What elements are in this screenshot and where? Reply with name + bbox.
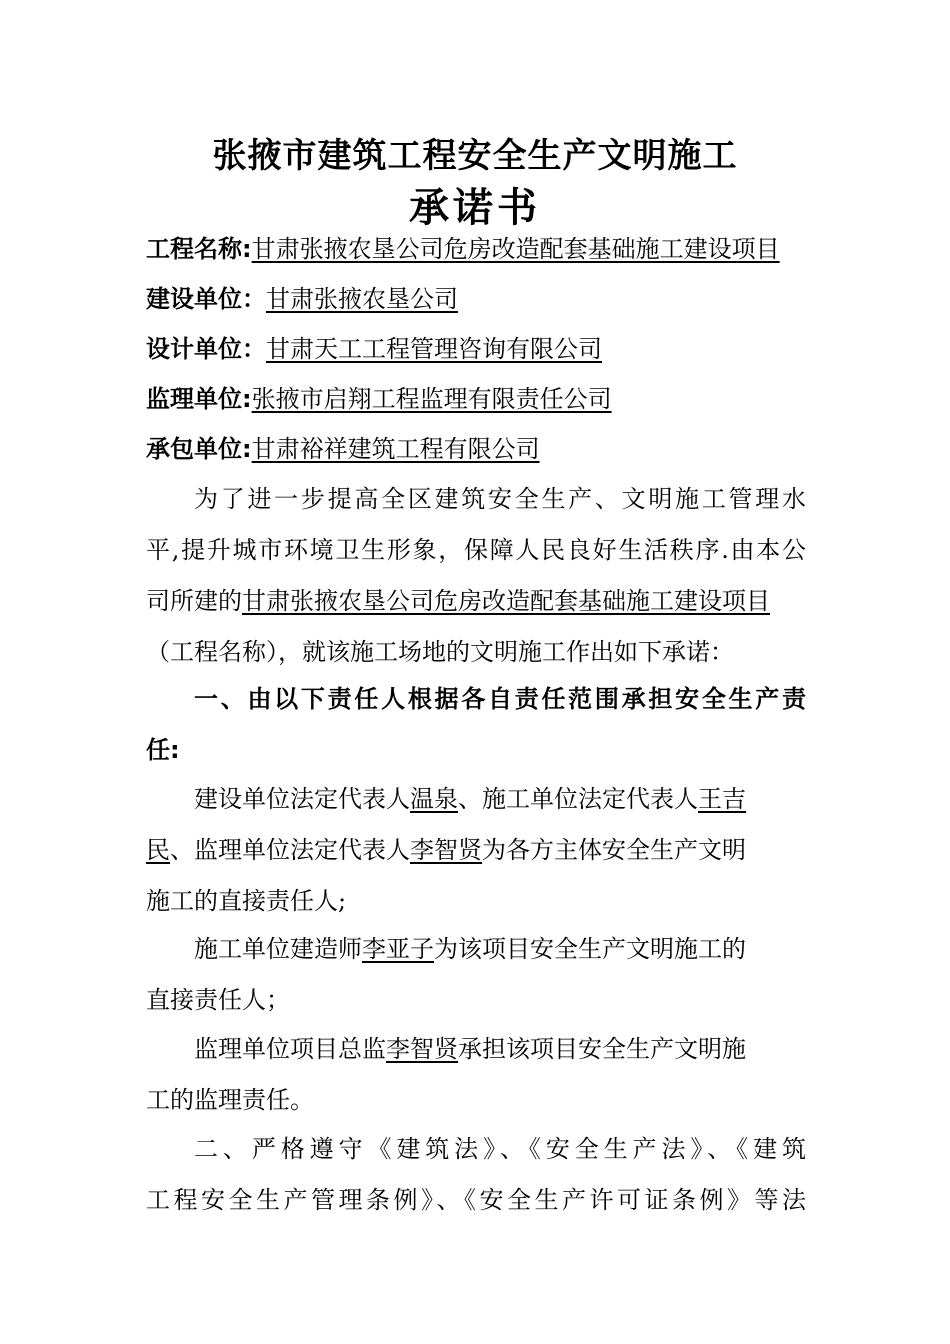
para-line (146, 833, 806, 867)
para-text: 建设单位法定代表人 (194, 785, 410, 813)
info-row-project-name (146, 232, 780, 266)
para-text: 、施工单位法定代表人 (458, 785, 698, 813)
info-value: 张掖市启翔工程监理有限责任公司 (251, 385, 612, 413)
para-line (146, 1032, 806, 1066)
person-name: 王吉 (698, 785, 746, 813)
para-line: 工程安全生产管理条例》、《安全生产许可证条例》等法 (146, 1186, 806, 1214)
intro-line: （工程名称），就该施工场地的文明施工作出如下承诺： (146, 638, 734, 666)
person-name: 李亚子 (362, 935, 434, 963)
section-2-paragraph (146, 1132, 806, 1217)
para-line: 施工的直接责任人; (146, 887, 347, 915)
info-row-contractor (146, 432, 540, 466)
info-value: 甘肃张掖农垦公司 (266, 285, 458, 313)
info-row-supervisor (146, 382, 612, 416)
info-label: 承包单位: (146, 435, 252, 463)
info-label: 建设单位： (146, 285, 266, 313)
document-title: 张掖市建筑工程安全生产文明施工 (212, 136, 738, 176)
para-line (146, 932, 806, 966)
info-value: 甘肃天工工程管理咨询有限公司 (266, 335, 602, 363)
person-name: 温泉 (410, 785, 458, 813)
builder-paragraph (146, 932, 806, 1017)
intro-text: 司所建的 (146, 587, 242, 615)
intro-line (146, 584, 806, 618)
representatives-paragraph (146, 782, 806, 918)
para-line: 直接责任人； (146, 986, 290, 1014)
heading-line: 任: (146, 736, 180, 764)
para-line: 二、严格遵守《建筑法》、《安全生产法》、《建筑 (194, 1135, 806, 1163)
para-line (146, 782, 806, 816)
info-label: 设计单位： (146, 335, 266, 363)
para-line: 工的监理责任。 (146, 1086, 314, 1114)
para-text: 承担该项目安全生产文明施 (458, 1035, 746, 1063)
person-name: 李智贤 (410, 836, 482, 864)
para-text: 为该项目安全生产文明施工的 (434, 935, 746, 963)
heading-line: 一、由以下责任人根据各自责任范围承担安全生产责 (194, 685, 806, 713)
supervisor-paragraph (146, 1032, 806, 1117)
info-row-designer (146, 332, 602, 366)
intro-paragraph (146, 482, 806, 669)
person-name: 李智贤 (386, 1035, 458, 1063)
document-subtitle: 承诺书 (409, 185, 541, 231)
para-text: 、监理单位法定代表人 (170, 836, 410, 864)
intro-line: 为了进一步提高全区建筑安全生产、文明施工管理水 (194, 485, 806, 513)
info-label: 监理单位: (146, 385, 252, 413)
info-value: 甘肃裕祥建筑工程有限公司 (251, 435, 540, 463)
intro-project-name: 甘肃张掖农垦公司危房改造配套基础施工建设项目 (242, 587, 770, 615)
info-value: 甘肃张掖农垦公司危房改造配套基础施工建设项目 (251, 235, 780, 263)
section-1-heading (146, 682, 806, 767)
info-label: 工程名称: (146, 235, 252, 263)
info-row-owner (146, 282, 458, 316)
para-text: 监理单位项目总监 (194, 1035, 386, 1063)
para-text: 为各方主体安全生产文明 (482, 836, 746, 864)
person-name: 民 (146, 836, 170, 864)
para-text: 施工单位建造师 (194, 935, 362, 963)
intro-line: 平,提升城市环境卫生形象，保障人民良好生活秩序.由本公 (146, 536, 806, 564)
